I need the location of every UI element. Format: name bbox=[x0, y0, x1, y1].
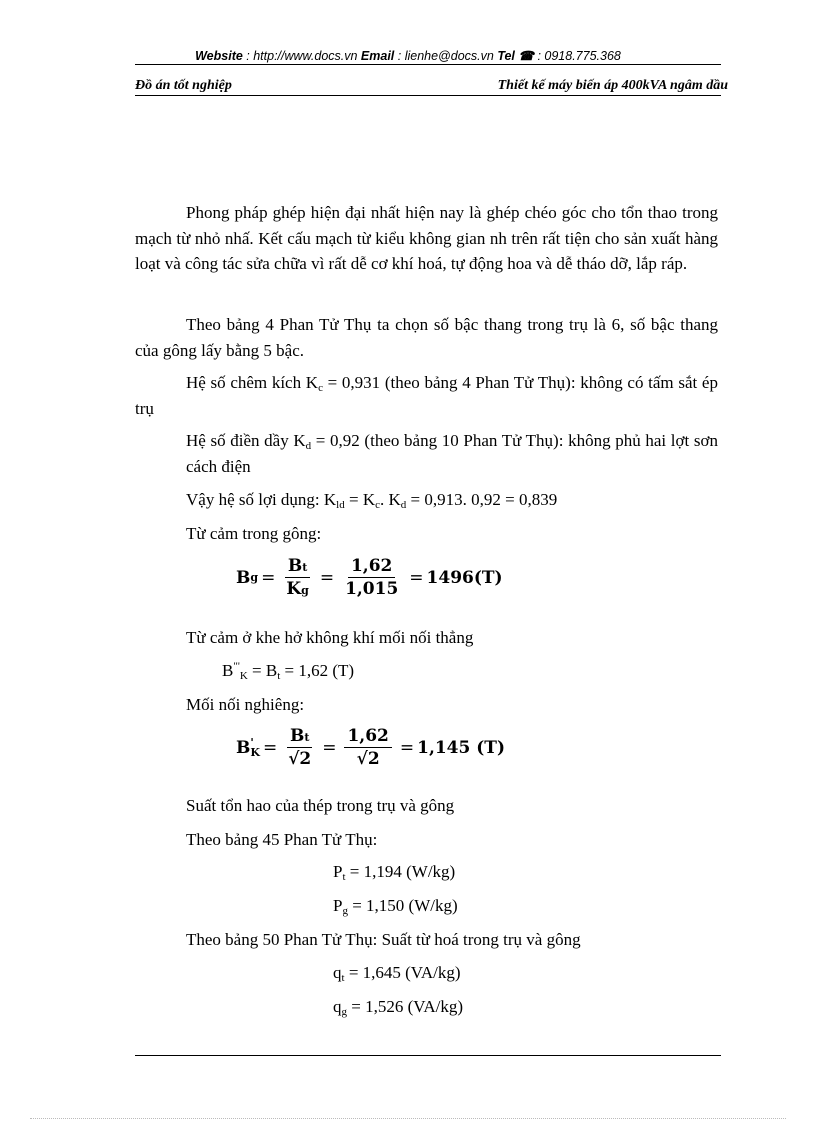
page-edge-dots bbox=[30, 1118, 786, 1119]
doc-title-left: Đồ án tốt nghiệp bbox=[135, 78, 232, 93]
pt-value: $P_t = 1,194$ (W/kg) bbox=[333, 862, 456, 883]
header-divider bbox=[135, 64, 721, 65]
website-value[interactable]: : http://www.docs.vn bbox=[242, 49, 361, 63]
air-gap-label: Từ cảm ở khe hở không khí mối nối thẳng bbox=[186, 628, 474, 647]
loss-label: Suất tổn hao của thép trong trụ và gông bbox=[186, 796, 455, 815]
paragraph-4: Hệ số điền dầy $K_d = 0,92$ (theo bảng 10 Phan Tử Thụ): không phủ hai lợt sơn cách điện bbox=[186, 431, 718, 476]
air-gap-equation: $B^{"'}_K = B_t = 1,62$ (T) bbox=[222, 660, 355, 682]
table50-label: Theo bảng 50 Phan Tử Thụ: Suất từ hoá trong trụ và gông bbox=[186, 930, 581, 949]
table45-label: Theo bảng 45 Phan Tử Thụ: bbox=[186, 830, 378, 849]
yoke-induction-label: Từ cảm trong gông: bbox=[186, 524, 322, 543]
website-label: Website bbox=[195, 49, 243, 63]
tel-value: : 0918.775.368 bbox=[533, 49, 621, 63]
email-label: Email bbox=[360, 49, 395, 63]
email-value[interactable]: : lienhe@docs.vn bbox=[394, 49, 498, 63]
doc-title-right: Thiết kế máy biến áp 400kVA ngâm dầu bbox=[497, 78, 728, 93]
pg-value: $P_g = 1,150$ (W/kg) bbox=[333, 896, 458, 917]
footer-divider bbox=[135, 1055, 721, 1056]
equation-oblique-joint: B ' K = $\frac{Bt}{√2}$ = $\frac{1,62}{√2}$ = 1,145 (T) bbox=[236, 726, 505, 769]
paragraph-2: Theo bảng 4 Phan Tử Thụ ta chọn số bậc thang trong trụ là 6, số bậc thang của gông lấy bằng 5 bậc. bbox=[135, 315, 718, 360]
header-contact bbox=[0, 48, 816, 63]
oblique-joint-label: Mối nối nghiêng: bbox=[186, 695, 305, 714]
utilization-line: Vậy hệ số lợi dụng: $K_{ld} = K_c$. $K_d = 0,913$. 0,92 = 0,839 bbox=[186, 490, 558, 511]
paragraph-3: Hệ số chêm kích $K_c = 0,931$ (theo bảng 4 Phan Tử Thụ): không có tấm sắt ép trụ bbox=[135, 373, 718, 418]
qg-value: $q_g = 1,526$ (VA/kg) bbox=[333, 997, 463, 1018]
tel-label: Tel bbox=[497, 49, 515, 63]
qt-value: $q_t = 1,645$ (VA/kg) bbox=[333, 963, 461, 984]
paragraph-1: Phong pháp ghép hiện đại nhất hiện nay là ghép chéo góc cho tổn thao trong mạch từ nhỏ nhấ. Kết cấu mạch từ kiểu không gian nh trên rất tiện cho sản xuất hàng loạt và công tác sửa chữa vì rất dễ cơ khí hoá, tự động hoa và dễ tháo dỡ, lắp ráp. bbox=[135, 203, 718, 273]
phone-icon: ☎ bbox=[518, 49, 534, 63]
equation-yoke-induction: B g = $\frac{Bt}{Kg}$ = $\frac{1,62}{1,015}$ = 1496(T) bbox=[236, 556, 503, 599]
title-divider bbox=[135, 95, 721, 96]
